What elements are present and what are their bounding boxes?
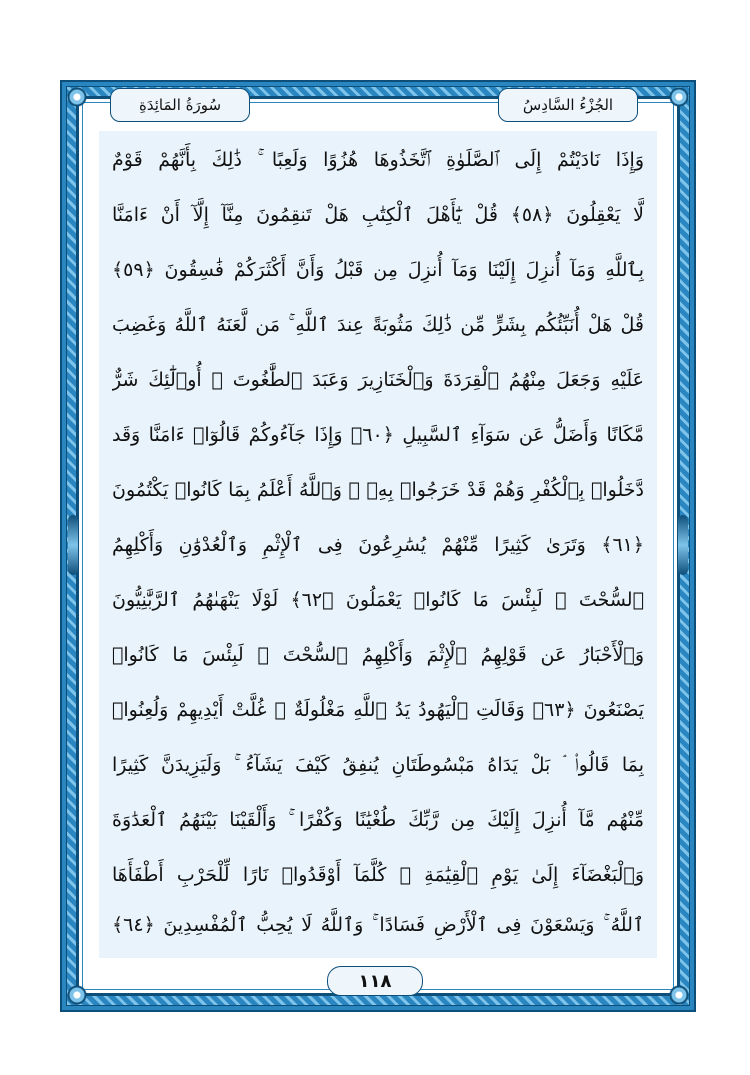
verse-line: قُلْ هَلْ أُنَبِّئُكُم بِشَرٍّ مِّن ذَٰلِكَ مَثُوبَةً عِندَ ٱللَّهِ ۚ مَن لَّعَنَهُ ٱللَّهُ وَغَضِبَ [112, 314, 644, 336]
corner-ornament-icon [666, 982, 692, 1008]
verse-line: ٱلسُّحْتَ ۚ لَبِئْسَ مَا كَانُوا۟ يَعْمَلُونَ ﴿٦٢﴾ لَوْلَا يَنْهَىٰهُمُ ٱلرَّبَّٰنِيُّونَ [112, 589, 644, 611]
verse-line: وَٱلْبَغْضَآءَ إِلَىٰ يَوْمِ ٱلْقِيَٰمَةِ ۚ كُلَّمَآ أَوْقَدُوا۟ نَارًا لِّلْحَرْبِ أَطْفَأَهَا [112, 864, 644, 886]
verse-line: بِمَا قَالُوا۟ ۘ بَلْ يَدَاهُ مَبْسُوطَتَانِ يُنفِقُ كَيْفَ يَشَآءُ ۚ وَلَيَزِيدَنَّ كَثِيرًا [112, 754, 644, 776]
verse-line: لَّا يَعْقِلُونَ ﴿٥٨﴾ قُلْ يَٰٓأَهْلَ ٱلْكِتَٰبِ هَلْ تَنقِمُونَ مِنَّآ إِلَّآ أَنْ ءَامَنَّا [112, 204, 644, 226]
verse-line: يَصْنَعُونَ ﴿٦٣﴾ وَقَالَتِ ٱلْيَهُودُ يَدُ ٱللَّهِ مَغْلُولَةٌ ۚ غُلَّتْ أَيْدِيهِمْ وَلُعِنُوا۟ [112, 699, 644, 721]
surah-label: سُورَةُ المَائِدَةِ [110, 88, 250, 122]
verse-line: عَلَيْهِ وَجَعَلَ مِنْهُمُ ٱلْقِرَدَةَ وَٱلْخَنَازِيرَ وَعَبَدَ ٱلطَّٰغُوتَ ۚ أُو۟لَٰٓئِكَ شَرٌّ [112, 369, 644, 391]
verse-line: ﴿٦١﴾ وَتَرَىٰ كَثِيرًا مِّنْهُمْ يُسَٰرِعُونَ فِى ٱلْإِثْمِ وَٱلْعُدْوَٰنِ وَأَكْلِهِمُ [112, 534, 644, 556]
verse-line: دَّخَلُوا۟ بِٱلْكُفْرِ وَهُمْ قَدْ خَرَجُوا۟ بِهِۦ ۚ وَٱللَّهُ أَعْلَمُ بِمَا كَانُوا۟ يَكْتُمُونَ [112, 479, 644, 501]
verse-line: مِّنْهُم مَّآ أُنزِلَ إِلَيْكَ مِن رَّبِّكَ طُغْيَٰنًا وَكُفْرًا ۚ وَأَلْقَيْنَا بَيْنَهُمُ ٱلْعَدَٰوَةَ [112, 809, 644, 831]
verse-line: وَإِذَا نَادَيْتُمْ إِلَى ٱلصَّلَوٰةِ ٱتَّخَذُوهَا هُزُوًا وَلَعِبًا ۚ ذَٰلِكَ بِأَنَّهُمْ قَوْمٌ [112, 149, 644, 171]
corner-ornament-icon [64, 84, 90, 110]
corner-ornament-icon [64, 982, 90, 1008]
verse-line: بِٱللَّهِ وَمَآ أُنزِلَ إِلَيْنَا وَمَآ أُنزِلَ مِن قَبْلُ وَأَنَّ أَكْثَرَكُمْ فَٰسِقُونَ ﴿٥٩﴾ [112, 259, 644, 281]
page-number: ١١٨ [327, 966, 423, 996]
side-ornament-icon [68, 515, 78, 575]
corner-ornament-icon [666, 84, 692, 110]
verse-line: ٱللَّهُ ۚ وَيَسْعَوْنَ فِى ٱلْأَرْضِ فَسَادًا ۚ وَٱللَّهُ لَا يُحِبُّ ٱلْمُفْسِدِينَ ﴿٦٤﴾ [112, 914, 644, 936]
juz-label: الجُزْءُ السَّادِسُ [498, 88, 638, 122]
side-ornament-icon [678, 515, 688, 575]
verse-line: مَّكَانًا وَأَضَلُّ عَن سَوَآءِ ٱلسَّبِيلِ ﴿٦٠﴾ وَإِذَا جَآءُوكُمْ قَالُوٓا۟ ءَامَنَّا وَقَد [112, 424, 644, 446]
verse-line: وَٱلْأَحْبَارُ عَن قَوْلِهِمُ ٱلْإِثْمَ وَأَكْلِهِمُ ٱلسُّحْتَ ۚ لَبِئْسَ مَا كَانُوا۟ [112, 644, 644, 666]
